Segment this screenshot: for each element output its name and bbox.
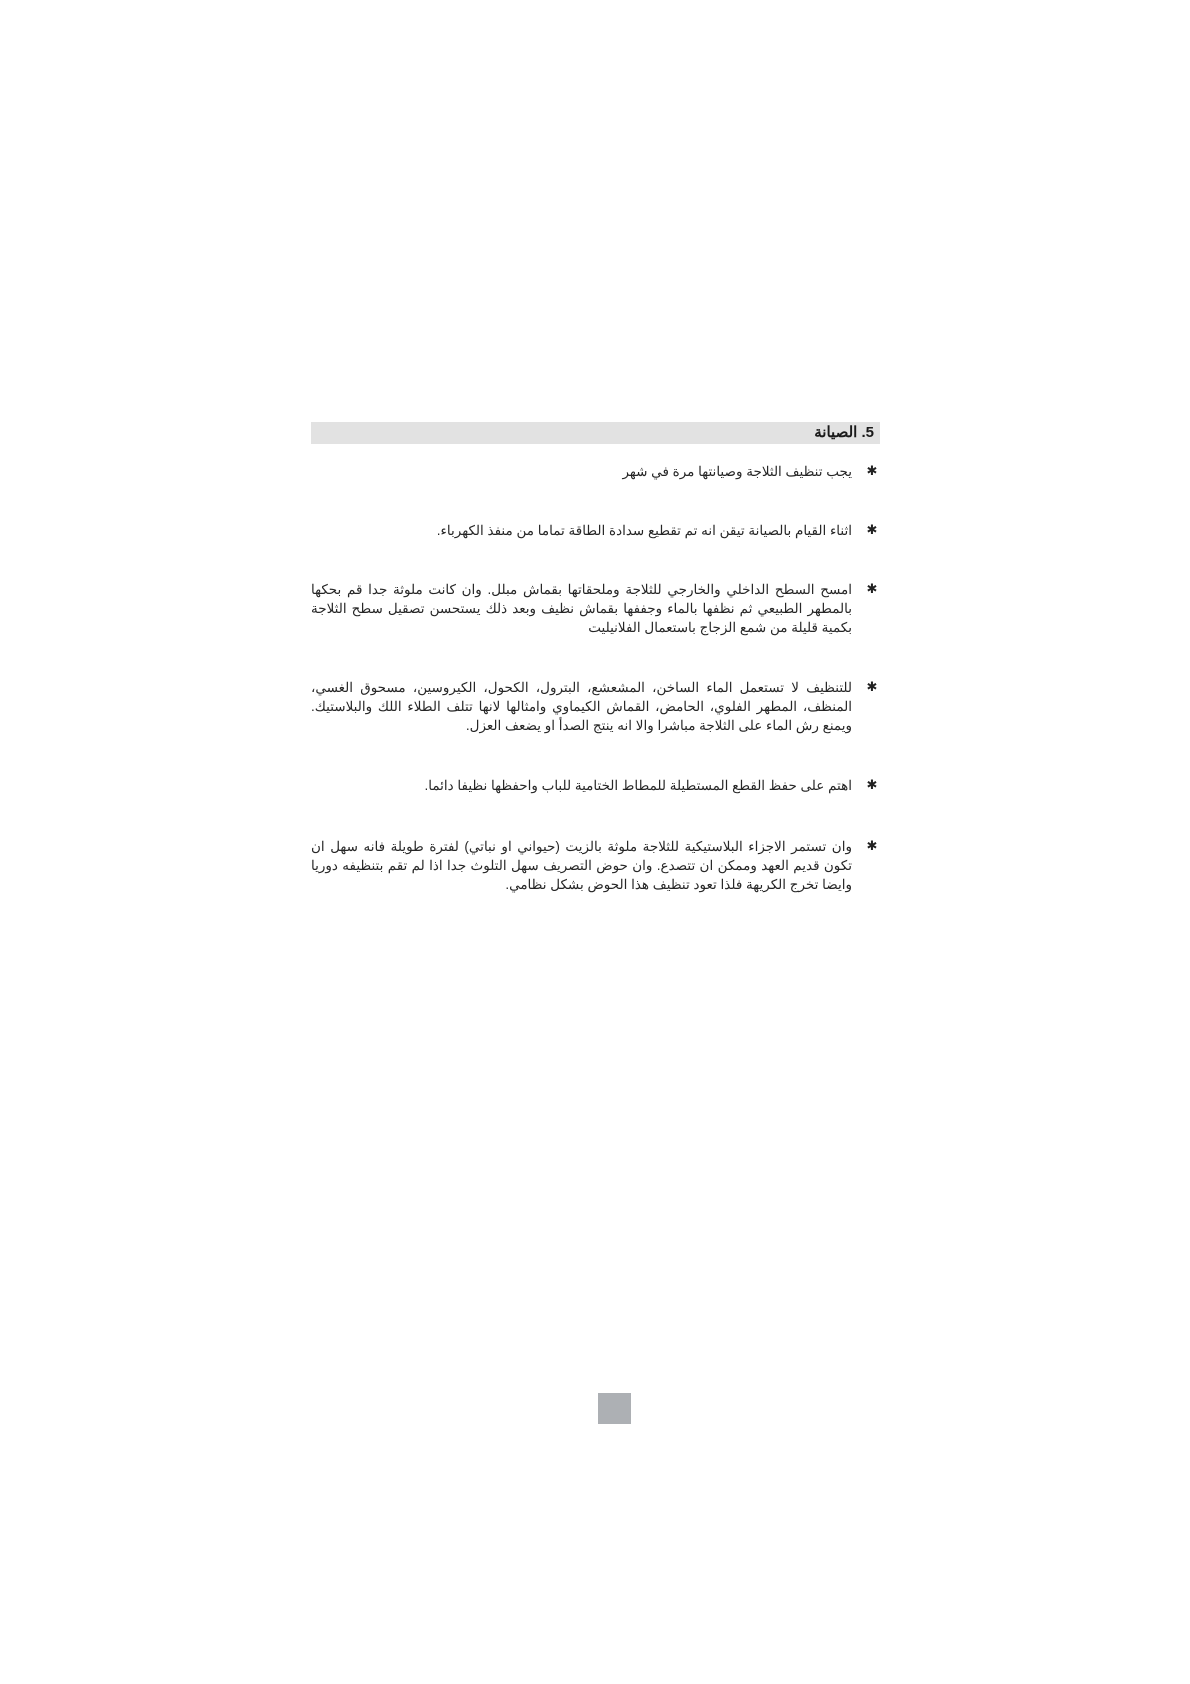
- list-item: [311, 462, 880, 481]
- page-number-box: [598, 1393, 631, 1424]
- list-item: [311, 580, 880, 637]
- section-title: 5. الصيانة: [814, 424, 874, 441]
- asterisk-bullet-icon: ✱: [866, 778, 878, 793]
- asterisk-bullet-icon: ✱: [866, 680, 878, 695]
- list-item-text: اثناء القيام بالصيانة تيقن انه تم تقطيع سدادة الطاقة تماما من منفذ الكهرباء.: [436, 523, 852, 538]
- list-item: [311, 837, 880, 894]
- maintenance-list: [311, 460, 880, 894]
- list-item-text: للتنظيف لا تستعمل الماء الساخن، المشعشع، البترول، الكحول، الكيروسين، مسحوق الغسي، المنظف، المطهر الفلوي، الحامض، القماش الكيماوي وامثالها لانها تتلف الطلاء اللك والبلاستيك. ويمنع رش الماء على الثلاجة مباشرا والا انه ينتج الصدأ او يضعف العزل.: [311, 680, 852, 733]
- list-item-text: امسح السطح الداخلي والخارجي للثلاجة وملحقاتها بقماش مبلل. وان كانت ملوثة جدا قم بحكها بالمطهر الطبيعي ثم نظفها بالماء وجففها بقماش نظيف وبعد ذلك يستحسن تصقيل سطح الثلاجة بكمية قليلة من شمع الزجاج باستعمال الفلانيليت: [311, 582, 852, 635]
- asterisk-bullet-icon: ✱: [866, 582, 878, 597]
- asterisk-bullet-icon: ✱: [866, 464, 878, 479]
- asterisk-bullet-icon: ✱: [866, 523, 878, 538]
- list-item: [311, 678, 880, 735]
- section-header-bar: [311, 422, 880, 444]
- list-item: [311, 521, 880, 540]
- list-item-text: يجب تنظيف الثلاجة وصيانتها مرة في شهر: [622, 464, 852, 479]
- asterisk-bullet-icon: ✱: [866, 839, 878, 854]
- list-item: [311, 776, 880, 795]
- list-item-text: وان تستمر الاجزاء البلاستيكية للثلاجة ملوثة بالزيت (حيواني او نباتي) لفترة طويلة فانه سهل ان تكون قديم العهد وممكن ان تتصدع. وان حوض التصريف سهل التلوث جدا اذا لم تقم بتنظيفه دوريا وايضا تخرج الكريهة فلذا تعود تنظيف هذا الحوض بشكل نظامي.: [311, 839, 852, 892]
- list-item-text: اهتم على حفظ القطع المستطيلة للمطاط الختامية للباب واحفظها نظيفا دائما.: [424, 778, 852, 793]
